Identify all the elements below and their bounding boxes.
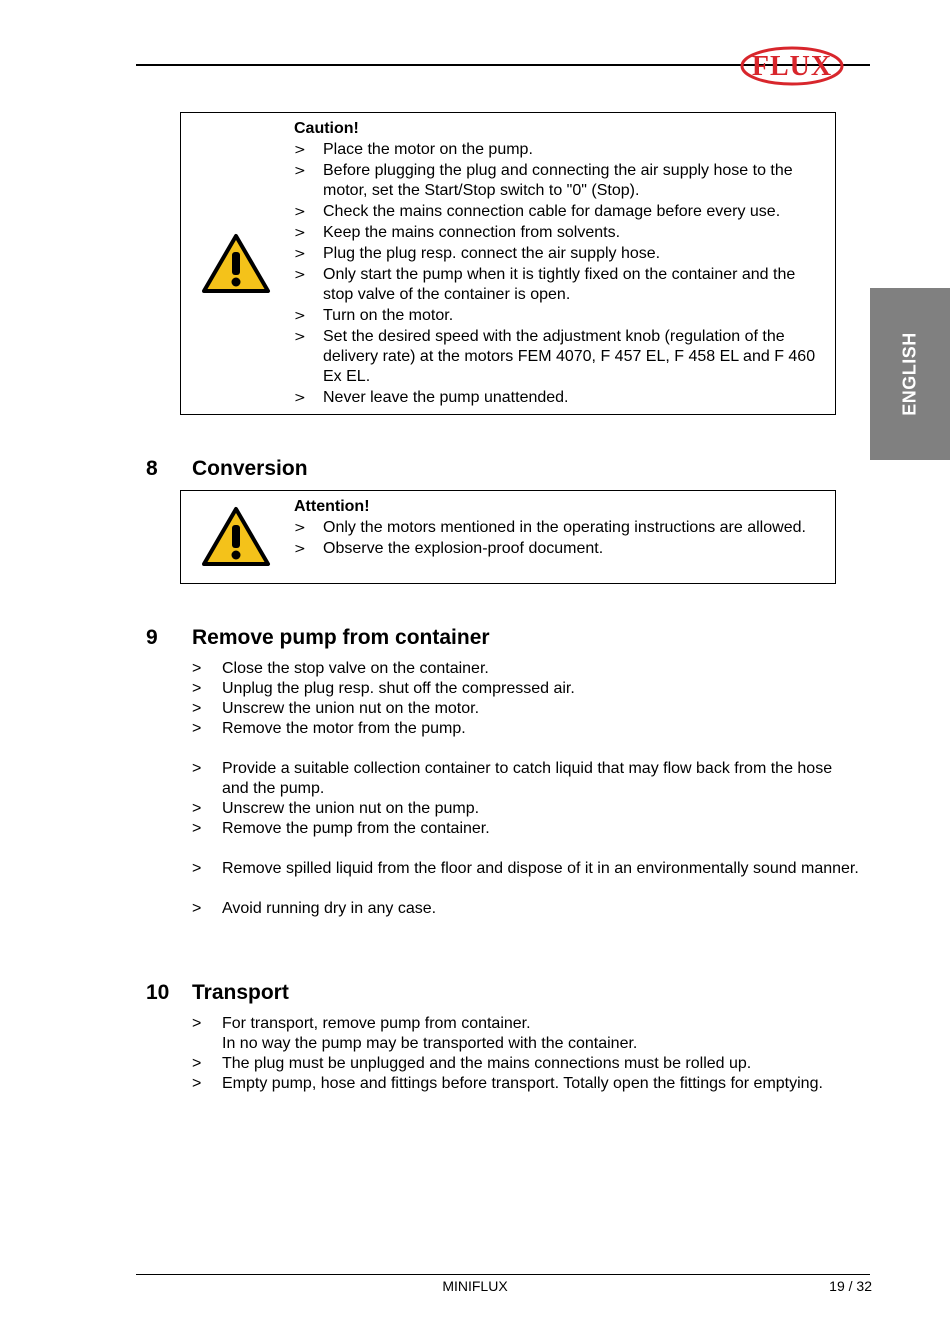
section-9-heading (146, 625, 490, 651)
section-8-heading (146, 456, 308, 482)
caution-item: > Set the desired speed with the adjustment knob (regulation of the delivery rate) at the motors FEM 4070, F 457 EL, F 458 EL and F 460 Ex EL. (294, 328, 816, 385)
attention-item: > Observe the explosion-proof document. (294, 540, 604, 557)
caution-item: > Keep the mains connection from solvents. (294, 224, 621, 241)
attention-item: > Only the motors mentioned in the operating instructions are allowed. (294, 519, 806, 536)
list-item: > Avoid running dry in any case. (192, 900, 437, 917)
page-number: 19 / 32 (829, 1278, 872, 1294)
section-title: Conversion (192, 457, 308, 480)
language-tab (870, 288, 950, 460)
caution-item: > Place the motor on the pump. (294, 141, 533, 158)
section-title: Transport (192, 981, 289, 1004)
list-item: > For transport, remove pump from container. In no way the pump may be transported with the container. (192, 1015, 638, 1052)
list-item: > Remove the motor from the pump. (192, 720, 466, 737)
caution-item: > Only start the pump when it is tightly fixed on the container and the stop valve of the container is open. (294, 266, 796, 303)
warning-triangle-icon (201, 233, 271, 295)
caution-item: > Never leave the pump unattended. (294, 389, 569, 406)
language-tab-label: ENGLISH (899, 332, 920, 416)
section-10-heading (146, 980, 289, 1006)
section-9-list (192, 659, 862, 919)
footer-rule (136, 1274, 870, 1275)
svg-text:FLUX: FLUX (751, 51, 833, 82)
list-item: > Remove the pump from the container. (192, 820, 490, 837)
section-number: 10 (146, 981, 170, 1004)
caution-item: > Check the mains connection cable for damage before every use. (294, 203, 781, 220)
list-item: > Unplug the plug resp. shut off the compressed air. (192, 680, 575, 697)
caution-heading: Caution! (294, 120, 359, 137)
attention-heading: Attention! (294, 498, 370, 515)
section-number: 9 (146, 626, 158, 649)
caution-item: > Turn on the motor. (294, 307, 454, 324)
list-item: > Unscrew the union nut on the pump. (192, 800, 480, 817)
footer-document-title: MINIFLUX (442, 1278, 508, 1294)
section-number: 8 (146, 457, 158, 480)
caution-box (180, 112, 836, 415)
list-item: > The plug must be unplugged and the mains connections must be rolled up. (192, 1055, 752, 1072)
section-title: Remove pump from container (192, 626, 490, 649)
list-item: > Remove spilled liquid from the floor and dispose of it in an environmentally sound manner. (192, 860, 859, 877)
section-10-list (192, 1014, 862, 1094)
caution-item: > Plug the plug resp. connect the air supply hose. (294, 245, 661, 262)
list-item: > Unscrew the union nut on the motor. (192, 700, 480, 717)
warning-triangle-icon (201, 506, 271, 568)
list-item: > Empty pump, hose and fittings before transport. Totally open the fittings for emptying. (192, 1075, 823, 1092)
list-item: > Provide a suitable collection container to catch liquid that may flow back from the hose and the pump. (192, 760, 833, 797)
list-item: > Close the stop valve on the container. (192, 660, 489, 677)
flux-logo (738, 44, 846, 88)
attention-box (180, 490, 836, 584)
caution-item: > Before plugging the plug and connecting the air supply hose to the motor, set the Start/Stop switch to "0" (Stop). (294, 162, 793, 199)
